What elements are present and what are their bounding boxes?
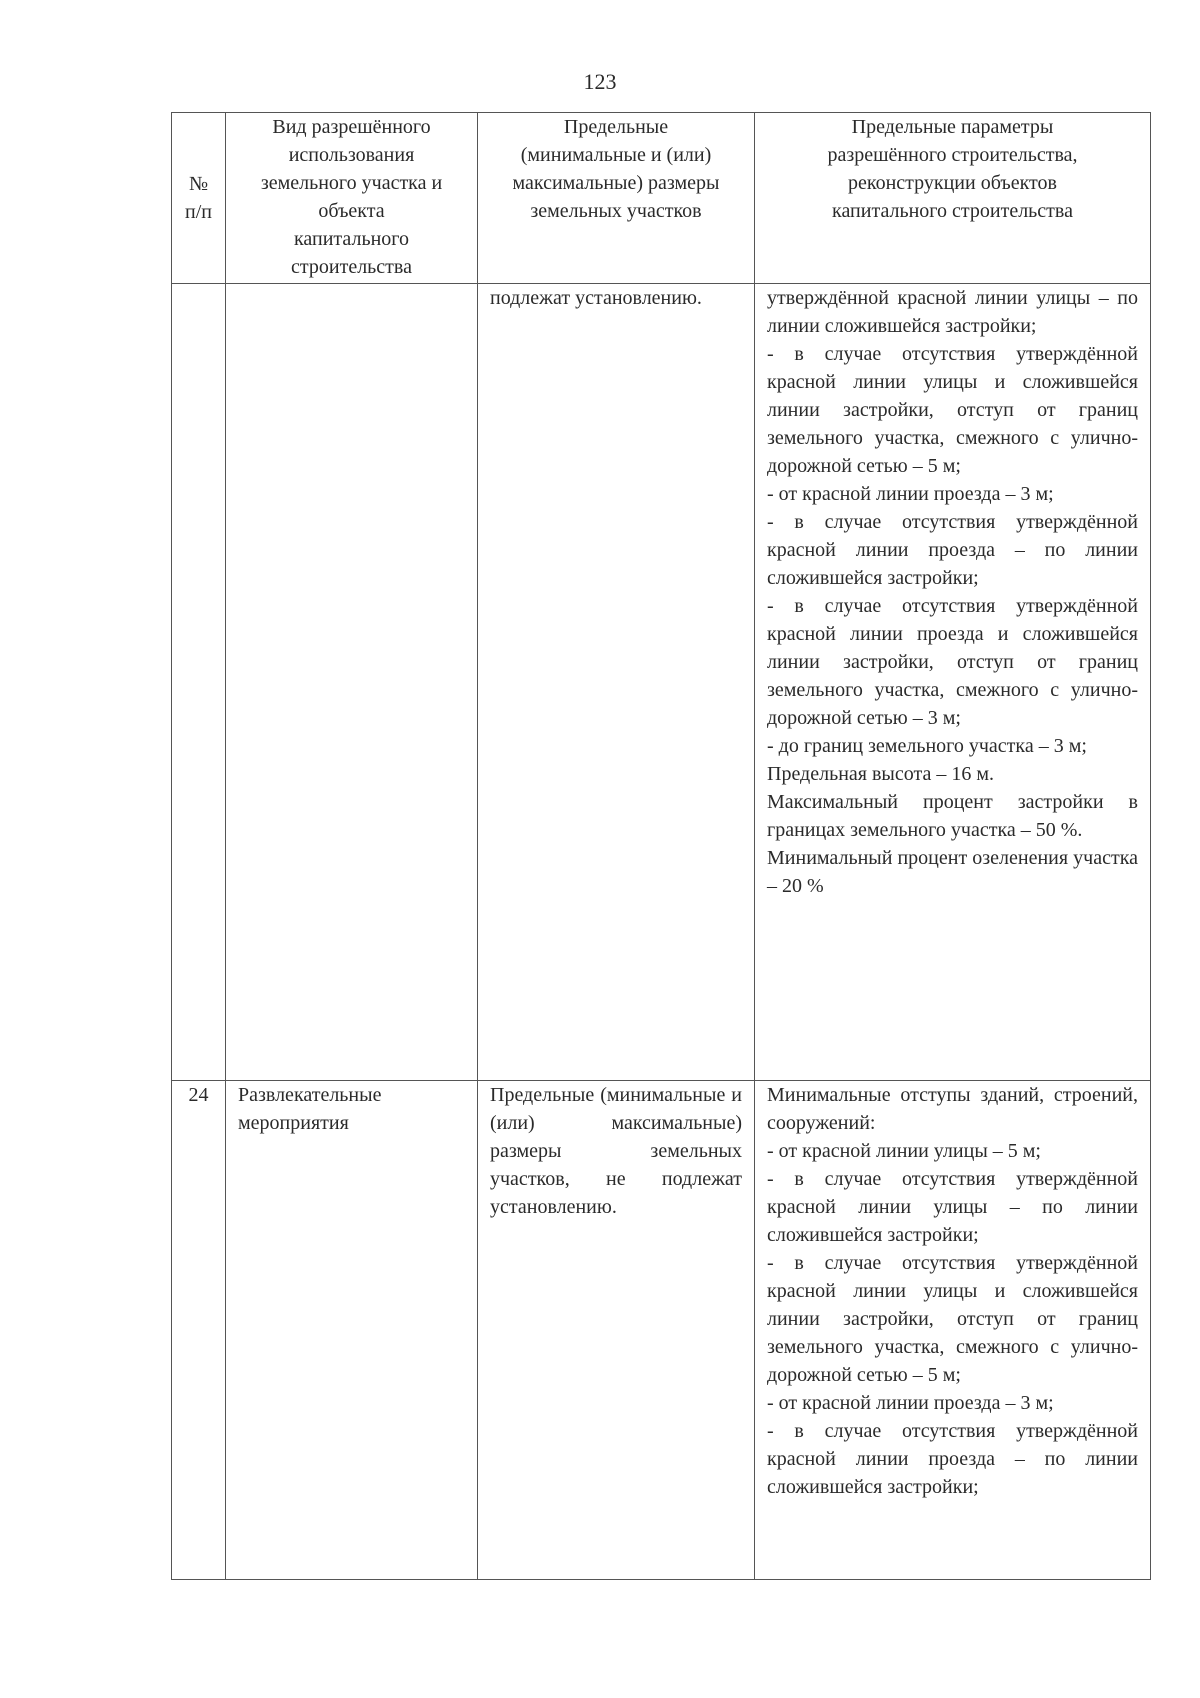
param-line: - в случае отсутствия утверждённой красной линии проезда и сложившейся линии застройки, отступ от границ земельного участка, смежного с улично-дорожной сетью – 3 м; [767, 595, 1138, 729]
header-params-line: капитального строительства [832, 200, 1073, 222]
header-construction-params [755, 113, 1151, 284]
header-params-line: Предельные параметры [851, 116, 1054, 138]
param-line: - в случае отсутствия утверждённой красной линии проезда – по линии сложившейся застройки; [767, 1420, 1138, 1498]
param-line: - от красной линии проезда – 3 м; [767, 1392, 1054, 1414]
table-header-row [172, 113, 1151, 284]
row-plot-sizes: подлежат установлению. [478, 284, 755, 1081]
param-line: утверждённой красной линии улицы – по линии сложившейся застройки; [767, 287, 1138, 337]
header-use-type [226, 113, 478, 284]
row-construction-params [755, 284, 1151, 1081]
header-plot-sizes-line: земельных участков [530, 200, 702, 222]
param-line: Минимальные отступы зданий, строений, сооружений: [767, 1084, 1138, 1134]
header-use-type-line: Вид разрешённого [272, 116, 431, 138]
table-row [172, 284, 1151, 1081]
header-number-line: № [188, 173, 209, 195]
header-use-type-line: объекта [318, 200, 385, 222]
param-line: - в случае отсутствия утверждённой красной линии улицы и сложившейся линии застройки, отступ от границ земельного участка, смежного с улично-дорожной сетью – 5 м; [767, 1252, 1138, 1386]
row-number [172, 284, 226, 1081]
header-plot-sizes-line: максимальные) размеры [512, 172, 720, 194]
header-number-line: п/п [185, 201, 212, 223]
row-construction-params [755, 1081, 1151, 1580]
header-plot-sizes-line: (минимальные и (или) [520, 144, 712, 166]
table-row [172, 1081, 1151, 1580]
header-number [172, 113, 226, 284]
row-use-type [226, 284, 478, 1081]
row-number: 24 [172, 1081, 226, 1580]
param-line: - в случае отсутствия утверждённой красной линии проезда – по линии сложившейся застройки; [767, 511, 1138, 589]
row-plot-sizes: Предельные (минимальные и (или) максимальные) размеры земельных участков, не подлежат установлению. [478, 1081, 755, 1580]
param-line: - от красной линии проезда – 3 м; [767, 483, 1054, 505]
param-line: - в случае отсутствия утверждённой красной линии улицы и сложившейся линии застройки, отступ от границ земельного участка, смежного с улично-дорожной сетью – 5 м; [767, 343, 1138, 477]
header-params-line: реконструкции объектов [848, 172, 1057, 194]
header-use-type-line: капитального [294, 228, 409, 250]
page-number: 123 [583, 69, 617, 94]
param-line: Максимальный процент застройки в границах земельного участка – 50 %. [767, 791, 1138, 841]
param-line: - от красной линии улицы – 5 м; [767, 1140, 1041, 1162]
land-use-table [171, 112, 1151, 1580]
param-line: Предельная высота – 16 м. [767, 763, 995, 785]
header-plot-sizes [478, 113, 755, 284]
param-line: - в случае отсутствия утверждённой красной линии улицы – по линии сложившейся застройки; [767, 1168, 1138, 1246]
param-line: - до границ земельного участка – 3 м; [767, 735, 1087, 757]
header-use-type-line: использования [288, 144, 415, 166]
row-use-type: Развлекательные мероприятия [226, 1081, 478, 1580]
header-plot-sizes-line: Предельные [563, 116, 669, 138]
header-use-type-line: земельного участка и [260, 172, 443, 194]
header-use-type-line: строительства [291, 256, 412, 278]
param-line: Минимальный процент озеленения участка – 20 % [767, 847, 1138, 897]
header-params-line: разрешённого строительства, [827, 144, 1078, 166]
